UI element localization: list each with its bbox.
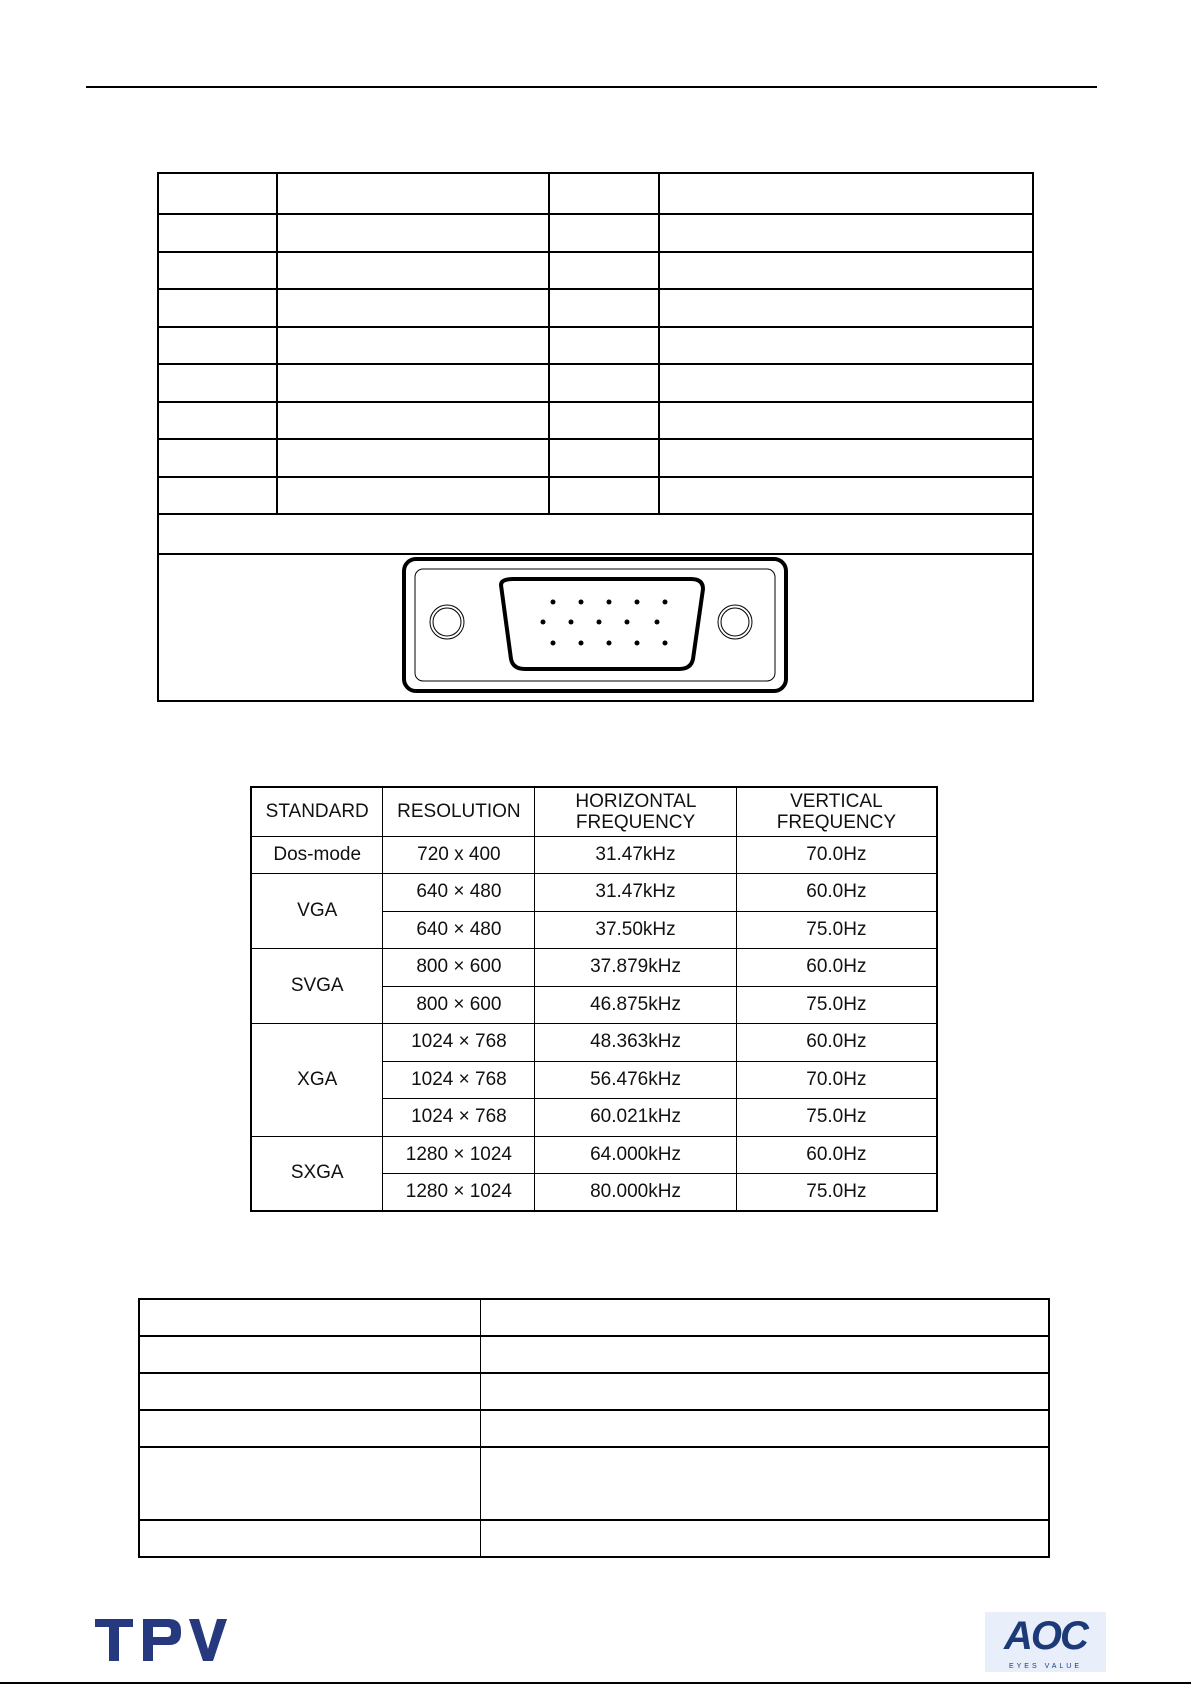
aoc-tagline: EYES VALUE (1008, 1663, 1083, 1670)
vfreq-cell: 60.0Hz (736, 1024, 937, 1062)
resolution-cell: 800 × 600 (383, 949, 535, 987)
footer-rule (0, 1682, 1191, 1684)
header-resolution: RESOLUTION (383, 787, 535, 836)
resolution-cell: 640 × 480 (383, 911, 535, 949)
vfreq-cell: 75.0Hz (736, 986, 937, 1024)
vfreq-cell: 75.0Hz (736, 1099, 937, 1137)
hfreq-cell: 46.875kHz (535, 986, 736, 1024)
tpv-logo (95, 1619, 227, 1661)
hfreq-cell: 48.363kHz (535, 1024, 736, 1062)
table-row (158, 252, 1033, 290)
hfreq-cell: 60.021kHz (535, 1099, 736, 1137)
vga-connector-icon (401, 555, 791, 695)
table-row (158, 477, 1033, 515)
table-row (158, 173, 1033, 214)
hfreq-cell: 64.000kHz (535, 1136, 736, 1174)
table-row (158, 364, 1033, 402)
resolution-cell: 640 × 480 (383, 874, 535, 912)
table-row (251, 836, 937, 874)
table-row (158, 327, 1033, 365)
table-row (139, 1299, 1049, 1336)
vfreq-cell: 60.0Hz (736, 874, 937, 912)
standard-cell: XGA (251, 1024, 383, 1137)
hfreq-cell: 31.47kHz (535, 836, 736, 874)
resolution-cell: 1024 × 768 (383, 1099, 535, 1137)
standard-cell: Dos-mode (251, 836, 383, 874)
table-row (251, 949, 937, 987)
vfreq-cell: 60.0Hz (736, 949, 937, 987)
hfreq-cell: 80.000kHz (535, 1174, 736, 1212)
hfreq-cell: 31.47kHz (535, 874, 736, 912)
resolution-cell: 1280 × 1024 (383, 1136, 535, 1174)
header-rule (86, 86, 1097, 88)
resolution-cell: 800 × 600 (383, 986, 535, 1024)
aoc-logo-text: AOC (1004, 1614, 1087, 1658)
resolution-cell: 1024 × 768 (383, 1024, 535, 1062)
standard-cell: SXGA (251, 1136, 383, 1211)
standard-cell: SVGA (251, 949, 383, 1024)
table-row (158, 514, 1033, 554)
table-row (158, 289, 1033, 327)
hfreq-cell: 37.50kHz (535, 911, 736, 949)
vfreq-cell: 75.0Hz (736, 911, 937, 949)
pin-assignment-table (157, 172, 1034, 702)
table-row (139, 1410, 1049, 1447)
spec-table (138, 1298, 1050, 1558)
table-row (251, 1024, 937, 1062)
table-header-row (251, 787, 937, 836)
table-row (139, 1336, 1049, 1373)
connector-row (158, 554, 1033, 701)
resolution-cell: 1024 × 768 (383, 1061, 535, 1099)
table-row (251, 1136, 937, 1174)
timing-table (250, 786, 938, 1212)
hfreq-cell: 56.476kHz (535, 1061, 736, 1099)
vfreq-cell: 70.0Hz (736, 836, 937, 874)
table-row (158, 402, 1033, 440)
table-row (158, 214, 1033, 252)
hfreq-cell: 37.879kHz (535, 949, 736, 987)
header-horizontal-frequency: HORIZONTAL FREQUENCY (535, 787, 736, 836)
standard-cell: VGA (251, 874, 383, 949)
table-row (139, 1520, 1049, 1557)
table-row (139, 1447, 1049, 1520)
resolution-cell: 720 x 400 (383, 836, 535, 874)
aoc-logo (985, 1612, 1106, 1672)
vfreq-cell: 70.0Hz (736, 1061, 937, 1099)
table-row (139, 1373, 1049, 1410)
table-row (251, 874, 937, 912)
table-row (158, 439, 1033, 477)
header-standard: STANDARD (251, 787, 383, 836)
header-vertical-frequency: VERTICAL FREQUENCY (736, 787, 937, 836)
vfreq-cell: 75.0Hz (736, 1174, 937, 1212)
vfreq-cell: 60.0Hz (736, 1136, 937, 1174)
resolution-cell: 1280 × 1024 (383, 1174, 535, 1212)
